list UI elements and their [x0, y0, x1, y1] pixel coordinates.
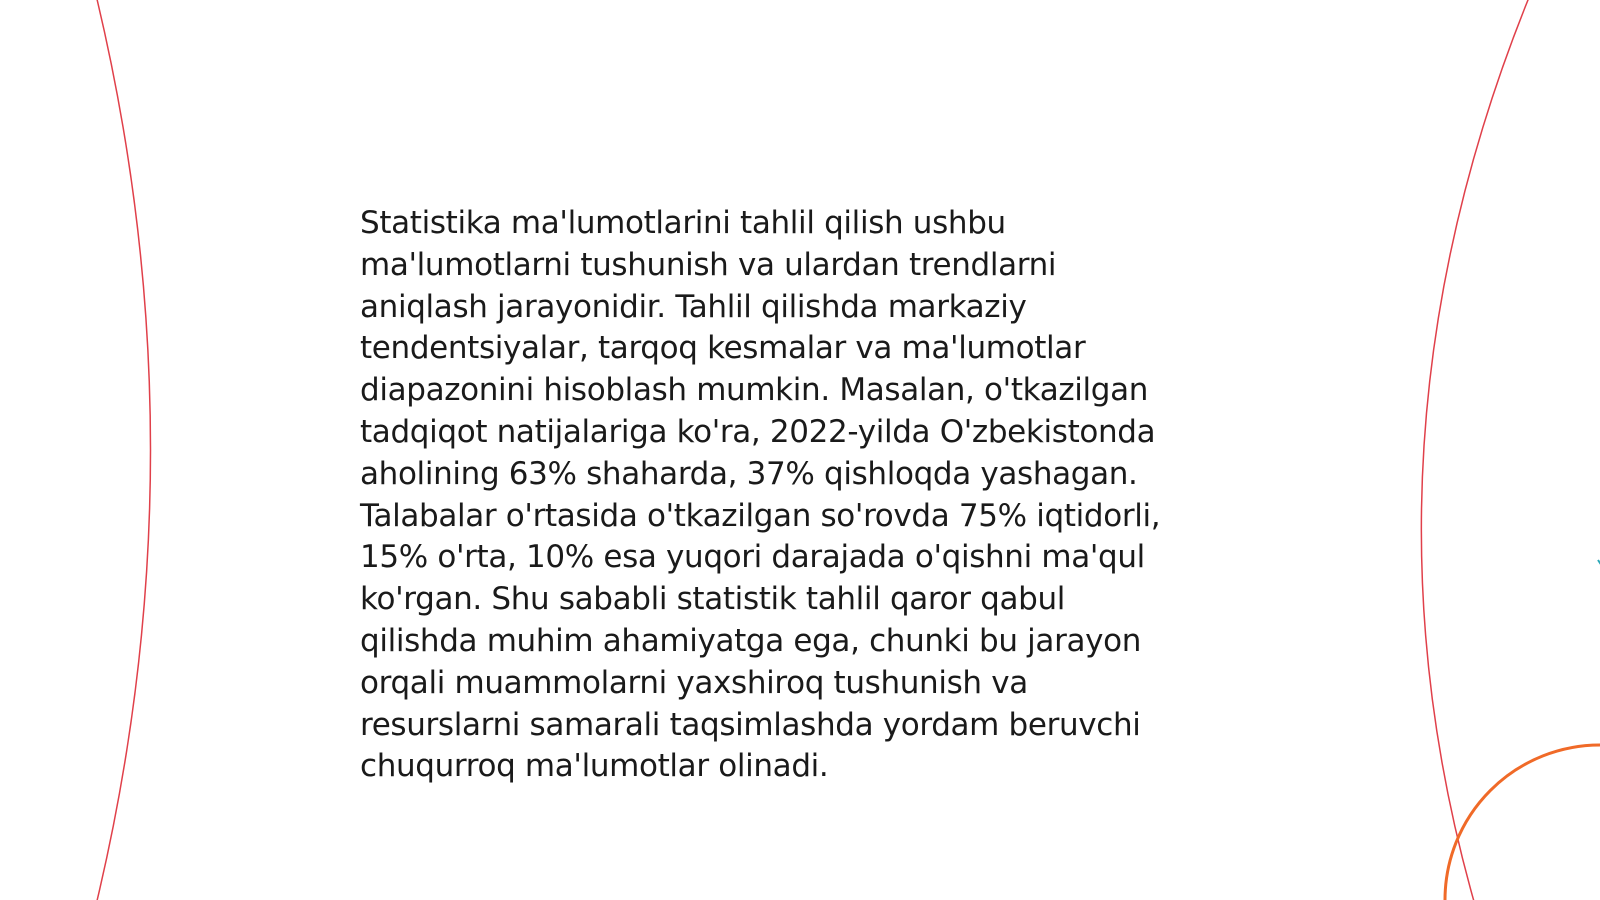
orange-circle [1445, 745, 1600, 900]
right-arc [1421, 0, 1530, 900]
left-arc [96, 0, 151, 900]
body-paragraph: Statistika ma'lumotlarini tahlil qilish ushbu ma'lumotlarni tushunish va ulardan trendlarni aniqlash jarayonidir. Tahlil qilishda markaziy tendentsiyalar, tarqoq kesmalar va ma'lumotlar diapazonini hisoblash mumkin. Masalan, o'tkazilgan tadqiqot natijalariga ko'ra, 2022-yilda O'zbekistonda aholining 63% shaharda, 37% qishloqda yashagan. Talabalar o'rtasida o'tkazilgan so'rovda 75% iqtidorli, 15% o'rta, 10% esa yuqori darajada o'qishni ma'qul ko'rgan. Shu sababli statistik tahlil qaror qabul qilishda muhim ahamiyatga ega, chunki bu jarayon orqali muammolarni yaxshiroq tushunish va resurslarni samarali taqsimlashda yordam beruvchi chuqurroq ma'lumotlar olinadi. [360, 205, 1161, 785]
